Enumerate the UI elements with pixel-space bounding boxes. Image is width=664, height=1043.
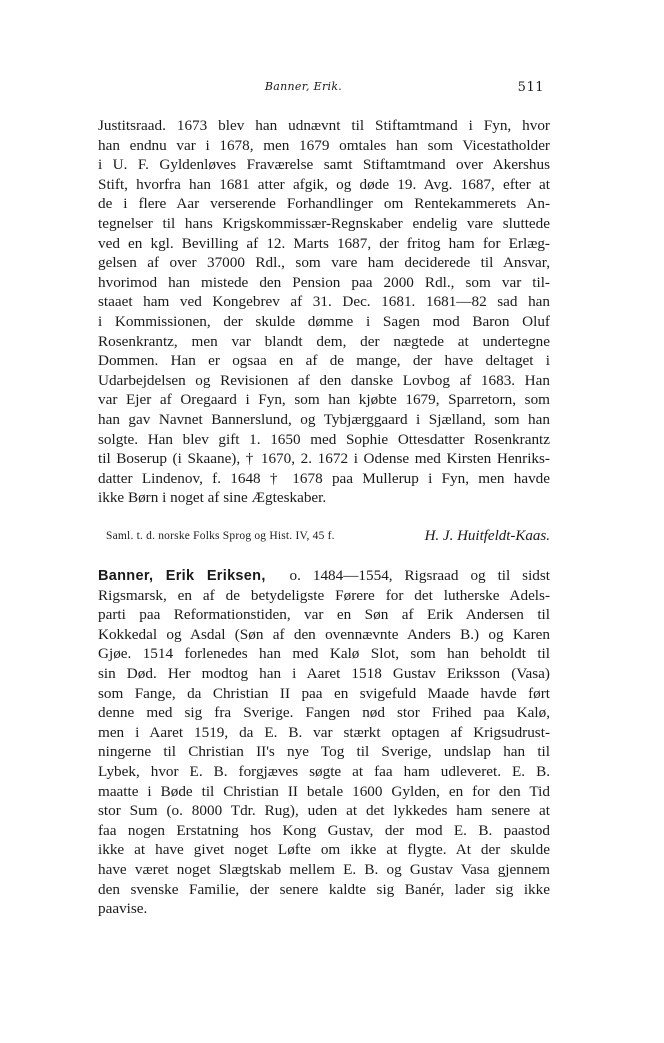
article-author: H. J. Huitfeldt-Kaas.	[424, 528, 550, 544]
text-line: var Ejer af Oregaard i Fyn, som han kjøbte 1679, Sparretorn, som	[98, 391, 550, 409]
text-line: han endnu var i 1678, men 1679 omtales han som Vicestatholder	[98, 136, 550, 154]
text-line: Gjøe. 1514 forlenedes han med Kalø Slot, som han beholdt til	[98, 645, 550, 663]
text-line: han gav Navnet Bannerslund, og Tybjærggaard i Sjælland, som han	[98, 410, 550, 428]
text-line: hvorimod han mistede den Pension paa 2000 Rdl., som var til-	[98, 273, 550, 291]
text-line: maatte i Bøde til Christian II betale 1600 Gylden, en for den Tid	[98, 782, 550, 800]
text-line: staaet ham ved Kongebrev af 31. Dec. 1681. 1681—82 sad han	[98, 293, 550, 311]
text-line: have været noget Slægtskab mellem E. B. og Gustav Vasa gjennem	[98, 860, 550, 878]
text-line: Stift, hvorfra han 1681 atter afgik, og døde 19. Avg. 1687, efter at	[98, 175, 550, 193]
text-line: som Fange, da Christian II paa en svigefuld Maade havde ført	[98, 684, 550, 702]
running-head	[0, 80, 664, 100]
text-line: men i Aaret 1519, da E. B. var stærkt optagen af Krigsudrust-	[98, 723, 550, 741]
text-line: i Kommissionen, der skulde dømme i Sagen mod Baron Oluf	[98, 312, 550, 330]
article-continuation	[98, 116, 550, 508]
first-line-text: o. 1484—1554, Rigsraad og til sidst	[289, 567, 551, 584]
text-line: til Boserup (i Skaane), † 1670, 2. 1672 i Odense med Kirsten Henriks-	[98, 450, 550, 468]
text-line: i U. F. Gyldenløves Fraværelse samt Stiftamtmand over Akershus	[98, 156, 550, 174]
text-line: Rosenkrantz, men var blandt dem, der nægtede at undertegne	[98, 332, 550, 350]
text-line: solgte. Han blev gift 1. 1650 med Sophie Ottesdatter Rosenkrantz	[98, 430, 550, 448]
article-banner-erik-eriksen	[98, 566, 550, 919]
text-line: Kokkedal og Asdal (Søn af den ovennævnte Anders B.) og Karen	[98, 625, 550, 643]
running-title: Banner, Erik.	[264, 80, 343, 93]
page-number: 511	[517, 80, 544, 95]
text-line: datter Lindenov, f. 1648 † 1678 paa Mullerup i Fyn, men havde	[98, 469, 550, 487]
text-line: denne med sig fra Sverige. Fangen nød stor Frihed paa Kalø,	[98, 704, 550, 722]
text-line: Dommen. Han er ogsaa en af de mange, der have deltaget i	[98, 352, 550, 370]
text-line: paavise.	[98, 900, 148, 918]
text-line: faa nogen Erstatning hos Kong Gustav, der mod E. B. paastod	[98, 821, 550, 839]
text-line: gelsen af over 37000 Rdl., som vare ham deciderede til Ansvar,	[98, 254, 550, 272]
text-line: ningerne til Christian II's nye Tog til Sverige, undslap han til	[98, 743, 550, 761]
article-first-line	[98, 566, 550, 586]
headword: Banner, Erik Eriksen,	[98, 568, 266, 584]
text-line: tegnelser til hans Krigskommissær-Regnskaber endelig vare sluttede	[98, 214, 550, 232]
text-line: parti paa Reformationstiden, var en Søn af Erik Andersen til	[98, 606, 550, 624]
text-line: Rigsmarsk, en af de betydeligste Førere for det lutherske Adels-	[98, 586, 550, 604]
text-line: de i flere Aar verserende Forhandlinger om Rentekammerets An-	[98, 195, 550, 213]
source-reference: Saml. t. d. norske Folks Sprog og Hist. IV, 45 f.	[106, 530, 335, 542]
text-line: ved en kgl. Bevilling af 12. Marts 1687, der fritog ham for Erlæg-	[98, 234, 550, 252]
text-line: sin Død. Her modtog han i Aaret 1518 Gustav Eriksson (Vasa)	[98, 664, 550, 682]
text-line: ikke Børn i noget af sine Ægteskaber.	[98, 489, 327, 507]
text-line: den svenske Familie, der senere kaldte sig Banér, lader sig ikke	[98, 880, 550, 898]
text-line: Justitsraad. 1673 blev han udnævnt til Stiftamtmand i Fyn, hvor	[98, 117, 550, 134]
text-line: ikke at have givet noget Løfte om ikke at flygte. At der skulde	[98, 841, 550, 859]
text-line: stor Sum (o. 8000 Tdr. Rug), uden at det lykkedes ham senere at	[98, 802, 550, 820]
source-citation	[98, 528, 550, 548]
text-line: Udarbejdelsen og Revisionen af den danske Lovbog af 1683. Han	[98, 371, 550, 389]
text-line: Lybek, hvor E. B. forgjæves søgte at faa ham udleveret. E. B.	[98, 762, 550, 780]
